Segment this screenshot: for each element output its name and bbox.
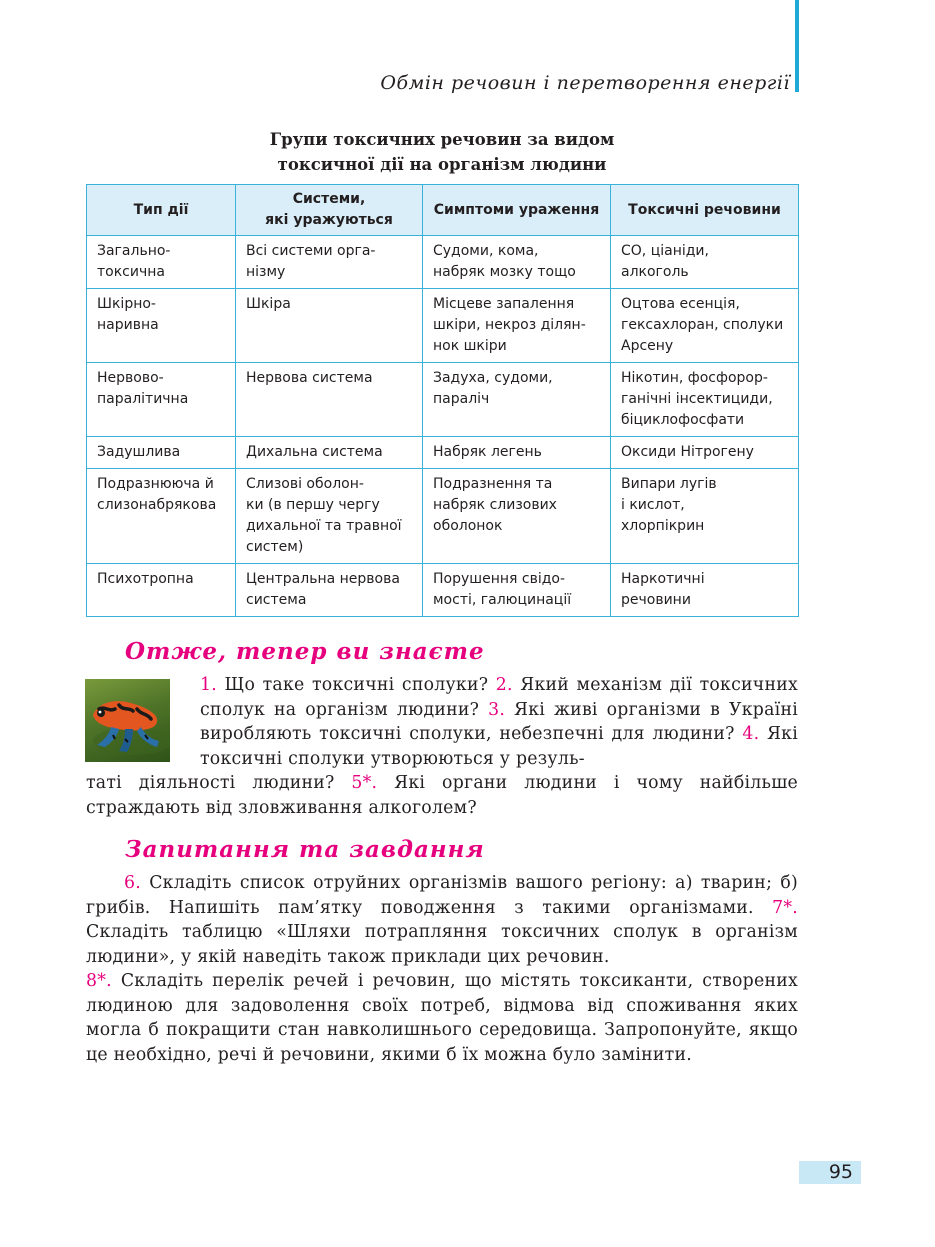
table-cell: Задушлива bbox=[87, 437, 236, 469]
section-heading-questions-tasks: Запитання та завдання bbox=[125, 836, 485, 863]
table-cell: Набряк легень bbox=[423, 437, 611, 469]
question-number: 2. bbox=[495, 675, 513, 695]
question-number: 3. bbox=[488, 699, 506, 720]
table-cell: Подразнення та набряк слизових оболонок bbox=[423, 469, 611, 564]
question-number: 4. bbox=[742, 724, 760, 744]
running-head: Обмін речовин і перетворення енергії bbox=[380, 72, 790, 94]
table-cell: Всі системи орга- нізму bbox=[236, 236, 423, 289]
table-cell: Дихальна система bbox=[236, 437, 423, 469]
review-questions-part2 bbox=[86, 771, 798, 820]
page-number: 95 bbox=[828, 1161, 853, 1183]
table-cell: Подразнююча й слизонабрякова bbox=[87, 469, 236, 564]
table-cell: Задуха, судоми, параліч bbox=[423, 363, 611, 437]
table-cell: Шкіра bbox=[236, 289, 423, 363]
table-row bbox=[87, 437, 799, 469]
table-title-line1: Групи токсичних речовин за видом bbox=[269, 130, 615, 149]
task-text: Складіть таблицю «Шляхи потрапляння токсичних сполук в організм людини», у якій наведіть також приклади цих речовин. bbox=[86, 922, 798, 967]
question-text: Що таке токсичні сполуки? bbox=[217, 675, 496, 695]
section-heading-now-you-know: Отже, тепер ви знаєте bbox=[125, 638, 485, 665]
table-row bbox=[87, 236, 799, 289]
table-cell: Оцтова есенція, гексахлоран, сполуки Арсену bbox=[611, 289, 799, 363]
poison-frog-photo-icon bbox=[85, 679, 170, 762]
table-cell: Порушення свідо- мості, галюцинації bbox=[423, 564, 611, 617]
table-cell: Нікотин, фосфорор- ганічні інсектициди, біциклофосфати bbox=[611, 363, 799, 437]
toxic-substances-table bbox=[86, 184, 799, 617]
header-affected-systems: Системи, які уражуються bbox=[236, 185, 423, 236]
question-text: Які токсичні сполуки утворюються у резуль- bbox=[200, 724, 798, 769]
header-action-type: Тип дії bbox=[87, 185, 236, 236]
table-cell: Судоми, кома, набряк мозку тощо bbox=[423, 236, 611, 289]
table-cell: Випари лугів і кислот, хлорпікрин bbox=[611, 469, 799, 564]
table-row bbox=[87, 363, 799, 437]
page-number-box bbox=[799, 1161, 861, 1184]
table-header-row bbox=[87, 185, 799, 236]
question-text: Який механізм дії токсичних сполук на організм людини? bbox=[200, 675, 799, 720]
edge-accent-bar bbox=[795, 0, 799, 92]
question-text: таті діяльності людини? bbox=[86, 773, 352, 793]
table-cell: Центральна нервова система bbox=[236, 564, 423, 617]
question-text: Які живі організми в Україні виробляють токсичні сполуки, небезпечні для людини? bbox=[200, 699, 798, 744]
table-row bbox=[87, 564, 799, 617]
question-number: 1. bbox=[200, 675, 217, 695]
table-cell: Оксиди Нітрогену bbox=[611, 437, 799, 469]
table-cell: Нервово- паралітична bbox=[87, 363, 236, 437]
review-questions-part1 bbox=[200, 673, 798, 771]
question-number: 5*. bbox=[351, 773, 378, 793]
table-cell: Шкірно- наривна bbox=[87, 289, 236, 363]
table-cell: Психотропна bbox=[87, 564, 236, 617]
task-number: 8*. bbox=[86, 971, 112, 991]
task-text: Складіть перелік речей і речовин, що містять токсиканти, створених людиною для задоволення своїх потреб, відмова від споживання яких могла б покращити стан навколишнього середовища. Запропонуйте, якщо це необхідно, речі й речовини, якими б їх можна було замінити. bbox=[86, 971, 798, 1065]
task-number: 6. bbox=[124, 873, 141, 893]
table-cell: Слизові оболон- ки (в першу чергу дихальної та травної систем) bbox=[236, 469, 423, 564]
task-text: Складіть список отруйних організмів вашого регіону: а) тварин; б) грибів. Напишіть пам’ятку поводження з такими організмами. bbox=[86, 873, 798, 918]
header-toxic-substances: Токсичні речовини bbox=[611, 185, 799, 236]
table-cell: Загально- токсична bbox=[87, 236, 236, 289]
table-row bbox=[87, 469, 799, 564]
table-cell: Нервова система bbox=[236, 363, 423, 437]
table-title-line2: токсичної дії на організм людини bbox=[277, 155, 607, 174]
task-number: 7*. bbox=[772, 897, 798, 918]
table-cell: Наркотичні речовини bbox=[611, 564, 799, 617]
table-cell: Місцеве запалення шкіри, некроз ділян- нок шкіри bbox=[423, 289, 611, 363]
tasks-paragraph bbox=[86, 871, 798, 1067]
table-title bbox=[86, 127, 798, 177]
question-text: Які органи людини і чому найбільше страждають від зловживання алкоголем? bbox=[86, 773, 798, 818]
table-row bbox=[87, 289, 799, 363]
table-cell: CO, ціаніди, алкоголь bbox=[611, 236, 799, 289]
header-symptoms: Симптоми ураження bbox=[423, 185, 611, 236]
